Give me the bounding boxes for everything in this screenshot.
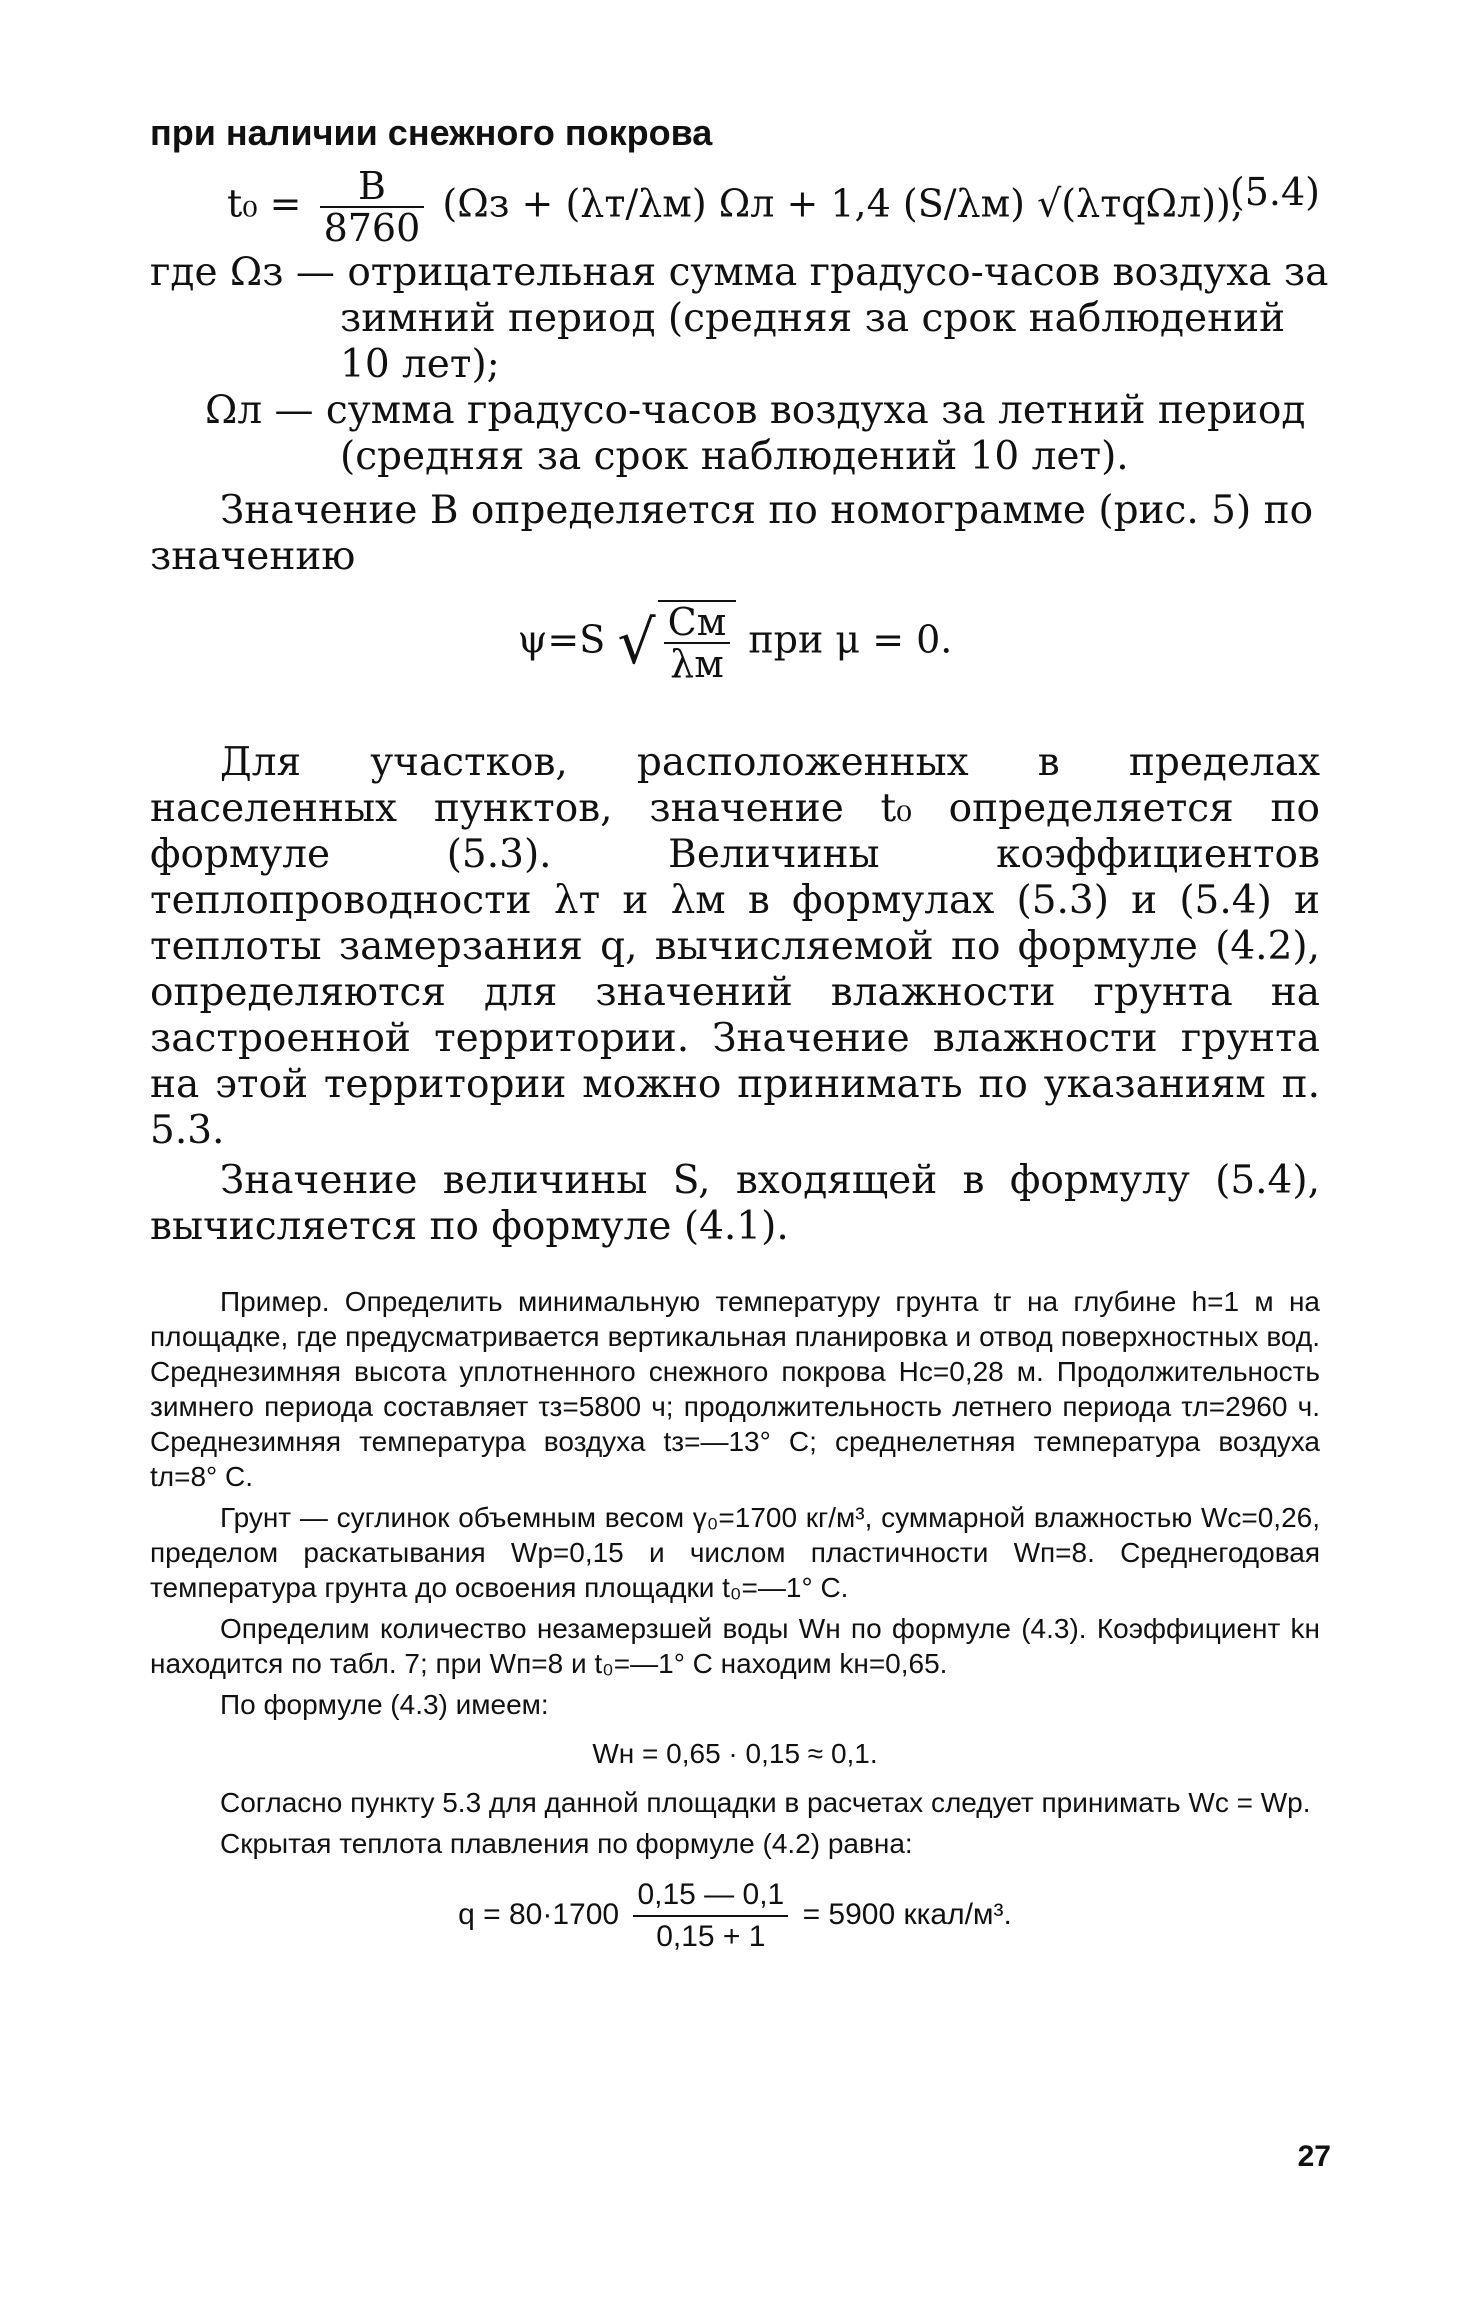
paragraph-b-line2: значению [150, 534, 356, 579]
example-block [150, 1284, 1320, 1957]
paragraph-s: Значение величины S, входящей в формулу (5.4), вычисляется по формуле (4.1). [150, 1158, 1320, 1249]
formula-q-left: q = 80·1700 [458, 1897, 620, 1931]
formula-psi-num: Cм [664, 602, 731, 644]
definitions [150, 250, 1329, 480]
example-paragraph-1: Пример. Определить минимальную температуру грунта tг на глубине h=1 м на площадке, где предусматривается вертикальная планировка и отвод поверхностных вод. Среднезимняя высота уплотненного снежного покрова Hс=0,28 м. Продолжительность зимнего периода составляет τз=5800 ч; продолжительность летнего периода τл=2960 ч. Среднезимняя температура воздуха tз=—13° С; среднелетняя температура воздуха tл=8° С. [150, 1286, 1320, 1492]
formula-5-4-number: (5.4) [1229, 170, 1320, 214]
formula-psi-left: ψ=S [517, 617, 606, 662]
definition-line: (средняя за срок наблюдений 10 лет). [340, 434, 1129, 479]
example-paragraph-3: Определим количество незамерзшей воды Wн по формуле (4.3). Коэффициент kн находится по табл. 7; при Wп=8 и t₀=—1° С находим kн=0,65. [150, 1613, 1320, 1679]
sqrt-sign: √ [617, 608, 656, 678]
formula-5-4 [150, 164, 1320, 250]
page-number: 27 [1297, 2140, 1331, 2173]
formula-q-right: = 5900 ккал/м³. [802, 1897, 1012, 1931]
intro-line: при наличии снежного покрова [150, 112, 713, 153]
example-paragraph-6: Скрытая теплота плавления по формуле (4.2) равна: [220, 1828, 913, 1859]
formula-psi-den: λм [670, 642, 724, 686]
formula-5-4-num: B [320, 166, 425, 208]
formula-psi [150, 600, 1320, 710]
formula-wn: Wн = 0,65 · 0,15 ≈ 0,1. [592, 1738, 878, 1769]
formula-q [150, 1875, 1320, 1957]
formula-psi-fraction [664, 602, 731, 684]
definition-line: Ωл — сумма градусо-часов воздуха за летний период [205, 388, 1306, 433]
formula-psi-right: при μ = 0. [748, 617, 953, 662]
paragraph-main: Для участков, расположенных в пределах населенных пунктов, значение t₀ определяется по формуле (5.3). Величины коэффициентов теплопроводности λт и λм в формулах (5.3) и (5.4) и теплоты замерзания q, вычисляемой по формуле (4.2), определяются для значений влажности грунта на застроенной территории. Значение влажности грунта на этой территории можно принимать по указаниям п. 5.3. [150, 740, 1320, 1153]
formula-5-4-left: t₀ = [227, 181, 302, 226]
example-paragraph-5: Согласно пункту 5.3 для данной площадки в расчетах следует принимать Wс = Wр. [220, 1787, 1311, 1818]
example-paragraph-2: Грунт — суглинок объемным весом γ₀=1700 кг/м³, суммарной влажностью Wс=0,26, пределом раскатывания Wр=0,15 и числом пластичности Wп=8. Среднегодовая температура грунта до освоения площадки t₀=—1° С. [150, 1502, 1320, 1603]
formula-q-fraction [633, 1875, 788, 1957]
formula-5-4-fraction [320, 166, 425, 248]
definition-line: зимний период (средняя за срок наблюдений [340, 296, 1286, 341]
formula-5-4-body: (Ωз + (λт/λм) Ωл + 1,4 (S/λм) √(λтqΩл)), [442, 181, 1243, 226]
paragraph-b-line1: Значение B определяется по номограмме (рис. 5) по [220, 488, 1314, 533]
formula-q-den: 0,15 + 1 [656, 1920, 766, 1953]
formula-5-4-den: 8760 [323, 206, 421, 250]
definition-line: 10 лет); [340, 342, 500, 387]
example-paragraph-4: По формуле (4.3) имеем: [220, 1689, 549, 1720]
definition-line: где Ωз — отрицательная сумма градусо-часов воздуха за [150, 250, 1329, 295]
formula-q-num: 0,15 — 0,1 [633, 1875, 788, 1917]
page-content [150, 110, 1329, 1957]
